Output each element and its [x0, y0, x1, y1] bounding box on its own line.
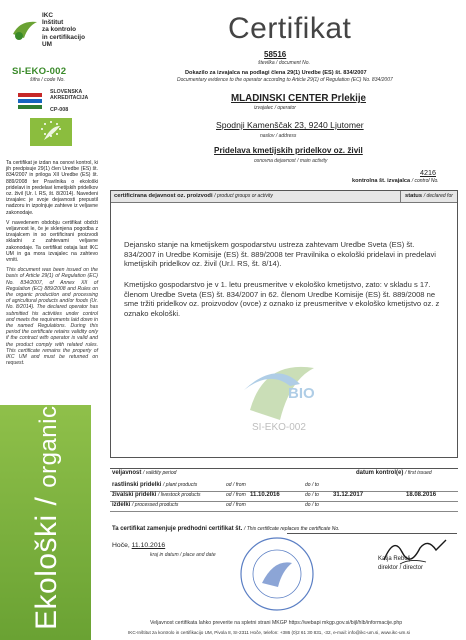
certificate-title: Certifikat [228, 12, 352, 45]
main-activity: Pridelava kmetijskih pridelkov oz. živil [214, 146, 363, 155]
activity-label: osnovna dejavnost / main activity [254, 158, 328, 164]
issued-label: datum kontrol(e) / first issued [356, 470, 432, 476]
operator-name: MLADINSKI CENTER Prlekije [231, 93, 367, 104]
eu-organic-leaf-icon [30, 118, 72, 146]
validity-row-livestock: živalski pridelki / livestock products od / from 11.10.2016 do / to 31.12.2017 18.08.2016 [112, 492, 437, 498]
accreditation-logo-icon [16, 90, 44, 112]
validity-top-rule [110, 468, 458, 469]
accreditation-name: SLOVENSKA AKREDITACIJA [50, 89, 89, 101]
band-vertical-text: Ekološki / organic [30, 405, 63, 630]
control-body-code: SI-EKO-002 [12, 66, 67, 77]
document-number: 58516 [264, 50, 287, 59]
status-paragraph-1: Dejansko stanje na kmetijskem gospodarstvu ustreza zahtevam Uredbe Sveta (ES) št. 834/2007 in Uredbe Komisije (ES) št. 889/2008 ter Pravilnika o ekološki pridelavi in predelavi kmetijskih pridelkov oz. živil (Ur.l. RS, št. 8/14). [124, 240, 436, 269]
validity-row-processed: izdelki / processed products od / from do / to [112, 502, 319, 508]
sidebar-legal-notes [6, 160, 98, 371]
sidebar-note-sl-1: Ta certifikat je izdan na osnovi kontrol, ki jih predpisuje 29(1) člen Uredbe (ES) št. 834/2007 in priloga XII Uredbe (ES) št. 889/2008 ter Pravilnika o ekološki pridelavi in predelavi kmetijskih pridelkov oz. živil (Ur. l. RS, št. 8/2014). Navedeni izvajalec je svoje dejavnosti prepustil nadzoru in izpolnjuje zahteve iz veljavne zakonodaje. [6, 160, 99, 216]
place-date-label: kraj in datum / place and date [150, 552, 216, 558]
svg-text:SI-EKO-002: SI-EKO-002 [252, 422, 306, 433]
ikc-logo-icon [10, 14, 40, 44]
operator-address: Spodnji Kamenščak 23, 9240 Ljutomer [216, 120, 364, 130]
status-paragraph-2: Kmetijsko gospodarstvo je v 1. letu preusmeritve v ekološko kmetijstvo, zato: v skladu s 17. členom Uredbe Sveta (ES) št. 834/2007 in 62. členom Uredbe Komisije (ES) št. 889/2008 ne sme tržiti pridelkov oz. proizvodov (ovce) z oznako iz preusmeritve v ekološko kmetijstvo oz. z oznako ekološki. [124, 280, 440, 318]
svg-text:BIO: BIO [288, 385, 315, 402]
validity-row-plant: rastlinski pridelki / plant products od / from do / to [112, 482, 319, 488]
address-label: naslov / address [260, 133, 297, 139]
validity-label: veljavnost / validity period [112, 470, 177, 476]
sidebar-note-en: This document was been issued on the basis of Article 29(1) of Regulation (EC) No. 834/2007, of Annex XII of Regulation (EC) 889/2008 and Rules on the organic production and processing of agricultural products and/or foods (Ur. No. 8/2014). The declared operator has submitted his activities under control and meets the requirements laid down in the named Regulations. During this period the certificate retains validity only if the contract with operator is valid and the product comply with related rules. This certificate remains the property of IKC UM and must be returned on request. [6, 267, 98, 367]
footer-contact: IKC-Inštitut za kontrolo in certifikacijo UM, Pivola 8, SI-2311 Hoče, telefon: +386 (0)2 61 30 831, -32, e-mail: info@ikc-um.si, www.ikc-um.si [128, 630, 410, 635]
control-number: 4216 [420, 168, 436, 177]
accreditation-code: CP-008 [50, 107, 69, 113]
box-header-divider [400, 191, 401, 203]
signer-title: direktor / director [378, 565, 424, 571]
organization-name: IKC Inštitut za kontrolo in certifikacijo UM [42, 12, 85, 48]
document-number-label: številka / document No. [258, 60, 310, 66]
signer-name: Katja Rebolj [378, 556, 411, 562]
bio-watermark-logo-icon [230, 350, 330, 434]
signature-icon [380, 530, 450, 570]
control-number-label: kontrolna št. izvajalca / control No. [352, 178, 439, 184]
replaces-certificate: Ta certifikat zamenjuje predhodni certifikat št. / This certificate replaces the certificate No. [112, 526, 340, 532]
evidence-sl: Dokazilo za izvajalca na podlagi člena 29(1) Uredbe (ES) št. 834/2007 [185, 70, 367, 76]
box-header-activity: certificirana dejavnost oz. proizvodi / product groups or activity [114, 193, 273, 199]
evidence-en: Documentary evidence to the operator according to Article 29(1) of Regulation (EC) No. 834/2007 [177, 77, 393, 83]
sidebar-note-sl-2: V navedenem obdobju certifikat obdrži veljavnost le, če je sklenjena pogodba z izvajalcem in so certificirani proizvodi skladni z zahtevami veljavne zakonodaje. Ta certifikat ostaja last IKC UM in ga mora izvajalec na zahtevo vrniti. [6, 219, 98, 264]
operator-label: izvajalec / operator [254, 105, 296, 111]
left-sidebar [0, 0, 101, 640]
control-body-code-label: šifra / code No. [30, 77, 65, 83]
footer-verification-note: Veljavnost certifikata lahko preverite na spletni strani MKGP https://webapi mkgp.gov.si/bijl/hlb/informacije.php [150, 620, 403, 626]
box-header-status: status / declared for [405, 193, 453, 199]
place-and-date: Hoče, 11.10.2016 [112, 542, 166, 549]
official-stamp-icon [238, 535, 316, 613]
